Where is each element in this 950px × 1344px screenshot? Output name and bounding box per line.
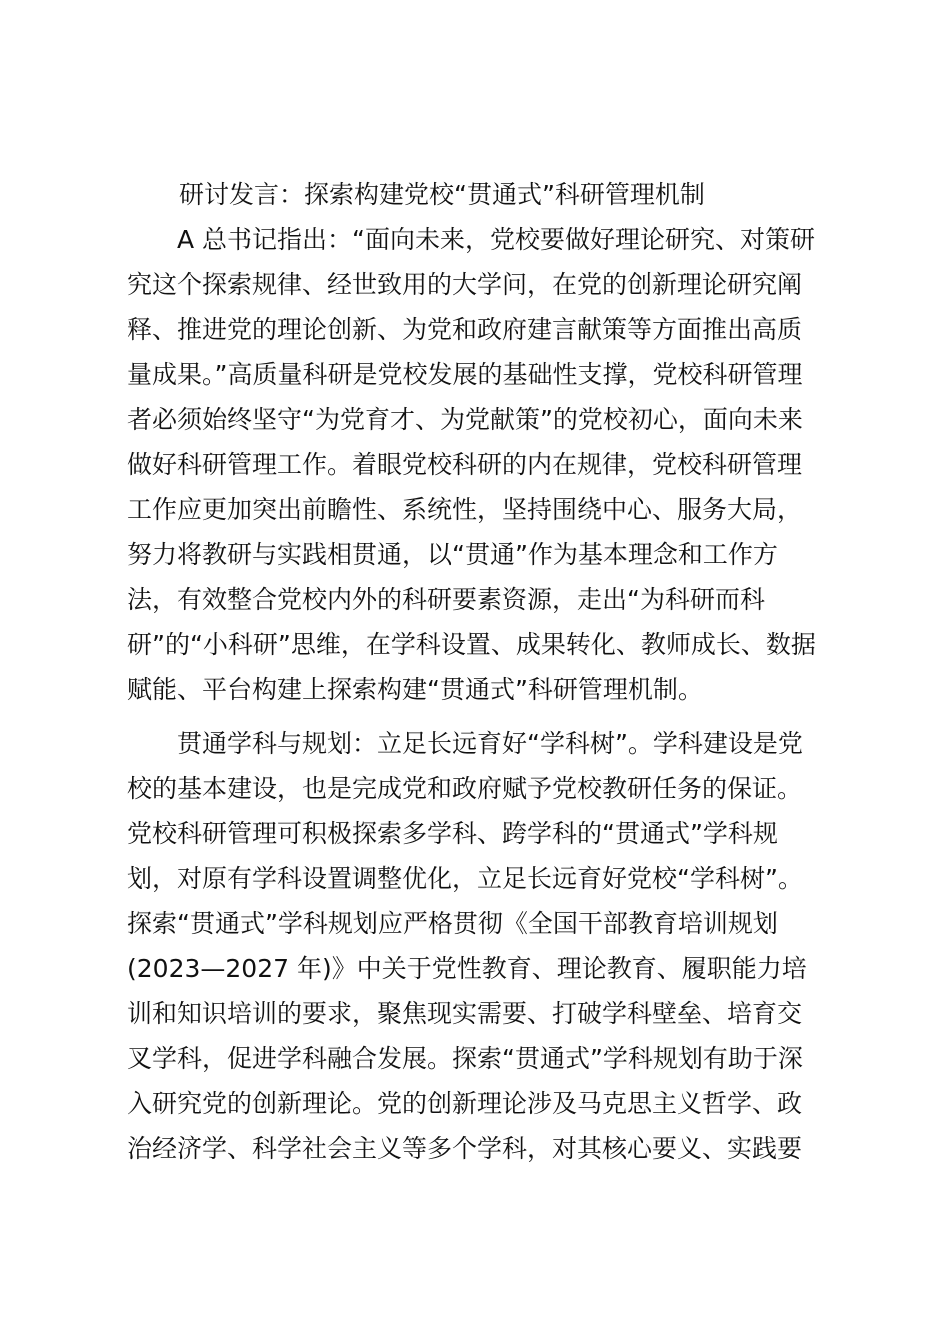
text-line: (2023—2027 年)》中关于党性教育、理论教育、履职能力培 — [127, 954, 807, 983]
text-line: 做好科研管理工作。着眼党校科研的内在规律，党校科研管理 — [127, 450, 803, 479]
text-line: 工作应更加突出前瞻性、系统性，坚持围绕中心、服务大局， — [127, 495, 803, 524]
text-line: 党校科研管理可积极探索多学科、跨学科的“贯通式”学科规 — [127, 819, 778, 848]
text-line: 入研究党的创新理论。党的创新理论涉及马克思主义哲学、政 — [127, 1089, 803, 1118]
text-line: 探索“贯通式”学科规划应严格贯彻《全国干部教育培训规划 — [127, 909, 778, 938]
text-line: 量成果。”高质量科研是党校发展的基础性支撑，党校科研管理 — [127, 360, 803, 389]
text-line: 贯通学科与规划：立足长远育好“学科树”。学科建设是党 — [177, 729, 803, 758]
text-line: 叉学科，促进学科融合发展。探索“贯通式”学科规划有助于深 — [127, 1044, 803, 1073]
text-line: 校的基本建设，也是完成党和政府赋予党校教研任务的保证。 — [127, 774, 803, 803]
text-line: 治经济学、科学社会主义等多个学科，对其核心要义、实践要 — [127, 1134, 803, 1163]
text-line: 努力将教研与实践相贯通，以“贯通”作为基本理念和工作方 — [127, 540, 778, 569]
paragraph-1 — [127, 217, 833, 712]
text-line: A 总书记指出：“面向未来，党校要做好理论研究、对策研 — [177, 225, 816, 254]
text-line: 赋能、平台构建上探索构建“贯通式”科研管理机制。 — [127, 675, 703, 704]
text-line: 者必须始终坚守“为党育才、为党献策”的党校初心，面向未来 — [127, 405, 803, 434]
document-page — [127, 172, 833, 1171]
text-line: 训和知识培训的要求，聚焦现实需要、打破学科壁垒、培育交 — [127, 999, 803, 1028]
document-title: 研讨发言：探索构建党校“贯通式”科研管理机制 — [179, 180, 705, 209]
text-line: 究这个探索规律、经世致用的大学问，在党的创新理论研究阐 — [127, 270, 803, 299]
text-line: 划，对原有学科设置调整优化，立足长远育好党校“学科树”。 — [127, 864, 803, 893]
paragraph-2 — [127, 721, 833, 1171]
text-line: 释、推进党的理论创新、为党和政府建言献策等方面推出高质 — [127, 315, 803, 344]
text-line: 法，有效整合党校内外的科研要素资源，走出“为科研而科 — [127, 585, 765, 614]
text-line: 研”的“小科研”思维，在学科设置、成果转化、教师成长、数据 — [127, 630, 816, 659]
